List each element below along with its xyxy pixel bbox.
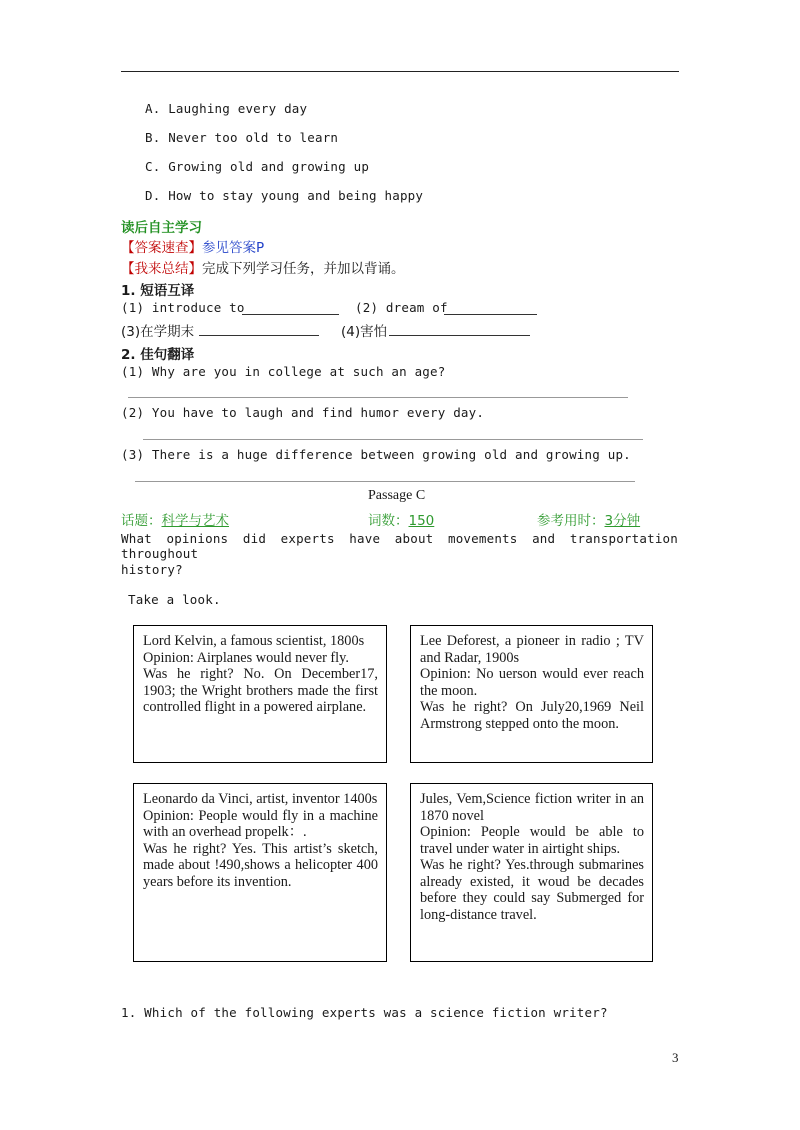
option-letter: A. — [145, 101, 161, 116]
box-line: Opinion: People would fly in a machine with an overhead propelk：. — [143, 807, 378, 840]
answer-ref: 参见答案P — [202, 240, 265, 256]
summary-line — [121, 257, 405, 277]
header-rule — [121, 71, 679, 72]
expert-box-verne — [410, 783, 653, 962]
summary-text: 完成下列学习任务，并加以背诵。 — [202, 261, 405, 277]
option-text: Laughing every day — [168, 101, 308, 116]
box-line: Was he right? Yes. This artist’s sketch, made about !490,shows a helicopter 400 years before its invention. — [143, 840, 378, 890]
expert-box-deforest — [410, 625, 653, 763]
reference-time-label: 参考用时： — [537, 513, 605, 529]
phrases-heading: 1. 短语互译 — [121, 283, 195, 299]
box-line: Was he right? Yes.through submarines already existed, it woud be decades before they could say Submerged for long-distance travel. — [420, 857, 644, 923]
box-line: Opinion: People would be able to travel under water in airtight ships. — [420, 824, 644, 857]
question-1: 1. Which of the following experts was a science fiction writer? — [121, 1005, 608, 1020]
phrase-2: (2) dream of — [355, 300, 448, 315]
phrase-1: (1) introduce to — [121, 300, 245, 315]
translation-heading: 2. 佳句翻译 — [121, 347, 195, 363]
box-line: Was he right? On July20,1969 Neil Armstrong stepped onto the moon. — [420, 699, 644, 732]
blank-line — [199, 335, 319, 336]
answer-line — [143, 439, 643, 440]
option-text: Growing old and growing up — [168, 159, 370, 174]
box-line: Jules, Vem,Science fiction writer in an 1870 novel — [420, 791, 644, 824]
option-letter: C. — [145, 159, 161, 174]
option-c — [145, 159, 369, 174]
topic — [121, 509, 229, 529]
passage-question-line1: What opinions did experts have about movements and transportation throughout — [121, 531, 678, 561]
sentence-1: (1) Why are you in college at such an age? — [121, 364, 446, 379]
topic-label: 话题： — [121, 513, 162, 529]
phrase-3: (3)在学期末 — [121, 324, 195, 340]
take-a-look: Take a look. — [128, 592, 221, 607]
option-b — [145, 130, 338, 145]
word-count — [368, 509, 434, 529]
answer-quickcheck — [121, 236, 264, 256]
answer-line — [135, 481, 635, 482]
page-number: 3 — [672, 1050, 679, 1065]
box-line: Leonardo da Vinci, artist, inventor 1400s — [143, 791, 378, 807]
blank-line — [242, 314, 339, 315]
reference-time-value: 3分钟 — [604, 513, 641, 529]
box-line: Opinion: Airplanes would never fly. — [143, 649, 349, 666]
sentence-2: (2) You have to laugh and find humor every day. — [121, 405, 485, 420]
answer-bracket: 【答案速查】 — [121, 240, 202, 256]
phrase-4: (4)害怕 — [341, 324, 388, 340]
sentence-3: (3) There is a huge difference between growing old and growing up. — [121, 447, 631, 462]
answer-line — [128, 397, 628, 398]
reference-time — [537, 509, 640, 529]
box-line: Lee Deforest, a pioneer in radio ; TV and Radar, 1900s — [420, 633, 644, 666]
option-letter: B. — [145, 130, 161, 145]
topic-value: 科学与艺术 — [161, 513, 229, 529]
blank-line — [444, 314, 537, 315]
box-line: Opinion: No uerson would ever reach the moon. — [420, 666, 644, 699]
option-d — [145, 188, 423, 203]
self-study-heading: 读后自主学习 — [121, 220, 202, 236]
option-text: How to stay young and being happy — [168, 188, 424, 203]
box-line: Lord Kelvin, a famous scientist, 1800s — [143, 633, 365, 649]
word-count-value: 150 — [408, 513, 435, 529]
blank-line — [389, 335, 530, 336]
passage-question-line2: history? — [121, 562, 183, 577]
option-letter: D. — [145, 188, 161, 203]
word-count-label: 词数： — [368, 513, 409, 529]
summary-bracket: 【我来总结】 — [121, 261, 202, 277]
expert-box-kelvin — [133, 625, 387, 763]
option-text: Never too old to learn — [168, 130, 339, 145]
expert-box-davinci — [133, 783, 387, 962]
passage-title: Passage C — [368, 488, 426, 503]
option-a — [145, 101, 307, 116]
box-line: Was he right? No. On December17, 1903; the Wright brothers made the first controlled flight in a powered airplane. — [143, 666, 378, 715]
